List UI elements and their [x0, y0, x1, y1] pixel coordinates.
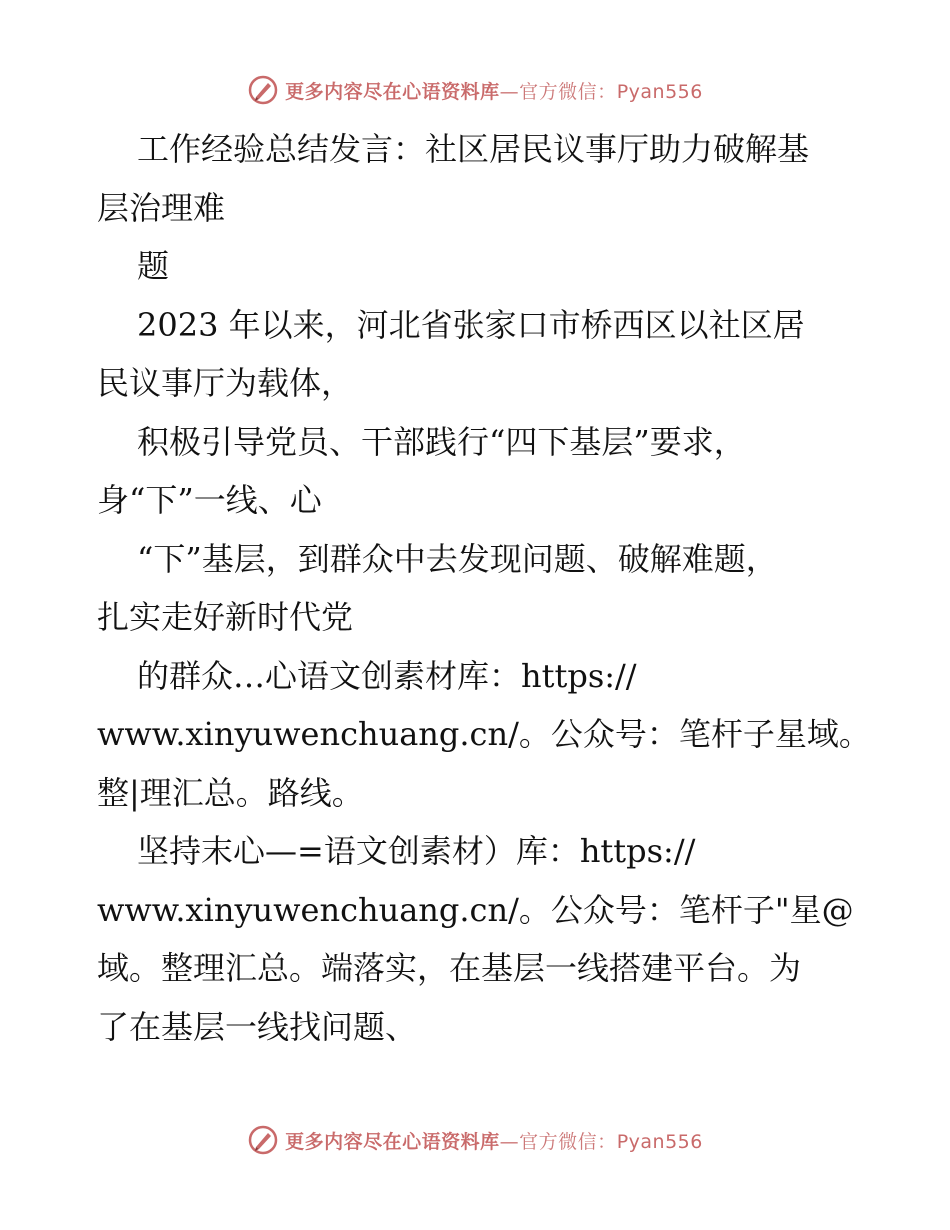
watermark-main: 更多内容尽在心语资料库 — [285, 1130, 500, 1153]
footer-watermark — [0, 1122, 950, 1158]
text-line: www.xinyuwenchuang.cn/。公众号：笔杆子星域。 — [97, 715, 871, 753]
text-line: 了在基层一线找问题、 — [97, 1007, 418, 1046]
watermark-id: Pyan556 — [616, 1130, 703, 1153]
text-line: www.xinyuwenchuang.cn/。公众号：笔杆子"星@ — [97, 890, 854, 929]
text-line: 坚持末心—=语文创素材）库：https:// — [137, 832, 696, 870]
document-body — [97, 120, 897, 1056]
text-line: 身“下”一线、心 — [97, 481, 322, 519]
text-line: 积极引导党员、干部践行“四下基层”要求， — [137, 422, 746, 461]
text-line: “下”基层，到群众中去发现问题、破解难题， — [137, 539, 778, 578]
watermark-text — [285, 1127, 703, 1154]
text-line: 扎实走好新时代党 — [97, 598, 354, 636]
text-line: 民议事厅为载体， — [97, 364, 354, 402]
watermark-dash: — — [499, 1130, 520, 1153]
watermark-sub: 官方微信： — [519, 80, 617, 103]
watermark-text — [285, 77, 703, 104]
watermark-dash: — — [499, 80, 520, 103]
pen-logo-icon — [247, 74, 279, 106]
pen-logo-icon — [247, 1124, 279, 1156]
text-line: 工作经验总结发言：社区居民议事厅助力破解基 — [137, 130, 810, 168]
watermark-sub: 官方微信： — [519, 1130, 617, 1153]
text-line: 整|理汇总。路线。 — [97, 773, 364, 812]
watermark-main: 更多内容尽在心语资料库 — [285, 80, 500, 103]
text-line: 2023 年以来，河北省张家口市桥西区以社区居 — [137, 305, 805, 344]
text-line: 域。整理汇总。端落实，在基层一线搭建平台。为 — [97, 949, 802, 987]
header-watermark — [0, 72, 950, 108]
text-line: 的群众…心语文创素材库：https:// — [137, 656, 637, 695]
text-line: 层治理难 — [97, 188, 226, 227]
watermark-id: Pyan556 — [616, 80, 703, 103]
text-line: 题 — [137, 247, 170, 285]
